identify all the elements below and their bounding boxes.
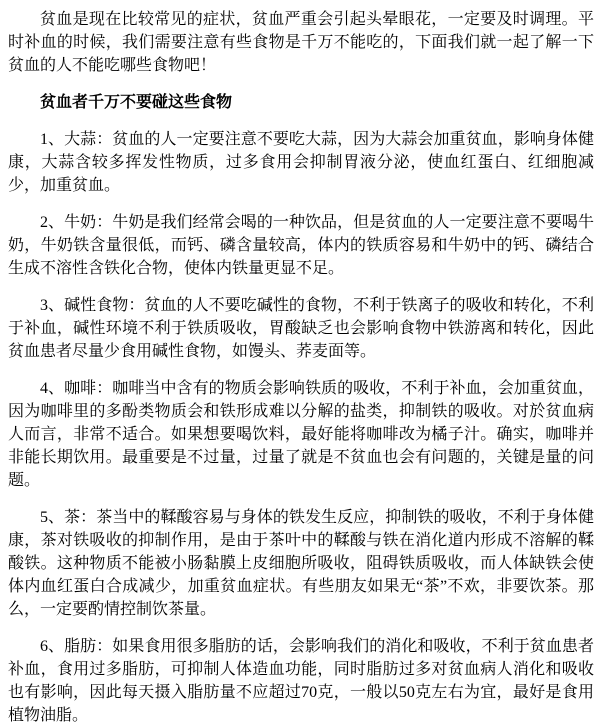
- food-item-garlic: 1、大蒜：贫血的人一定要注意不要吃大蒜，因为大蒜会加重贫血，影响身体健康，大蒜含较多挥发性物质，过多食用会抑制胃液分泌，使血红蛋白、红细胞减少，加重贫血。: [8, 131, 594, 194]
- section-heading: 贫血者千万不要碰这些食物: [40, 94, 233, 111]
- food-item-milk: 2、牛奶：牛奶是我们经常会喝的一种饮品，但是贫血的人一定要注意不要喝牛奶，牛奶铁含量很低，而钙、磷含量较高，体内的铁质容易和牛奶中的钙、磷结合生成不溶性含铁化合物，使体内铁量更显不足。: [8, 214, 594, 277]
- food-item-tea: 5、茶：茶当中的鞣酸容易与身体的铁发生反应，抑制铁的吸收，不利于身体健康，茶对铁吸收的抑制作用，是由于茶叶中的鞣酸与铁在消化道内形成不溶解的鞣酸铁。这种物质不能被小肠黏膜上皮细胞所吸收，阻碍铁质吸收，而人体缺铁会使体内血红蛋白合成减少，加重贫血症状。有些朋友如果无“茶”不欢，非要饮茶。那么，一定要酌情控制饮茶量。: [8, 509, 594, 618]
- food-item-fat: 6、脂肪：如果食用很多脂肪的话，会影响我们的消化和吸收，不利于贫血患者补血，食用过多脂肪，可抑制人体造血功能，同时脂肪过多对贫血病人消化和吸收也有影响，因此每天摄入脂肪量不应超过70克，一般以50克左右为宜，最好是食用植物油脂。: [8, 638, 594, 724]
- food-item-alkaline-food: 3、碱性食物：贫血的人不要吃碱性的食物，不利于铁离子的吸收和转化，不利于补血，碱性环境不利于铁质吸收，胃酸缺乏也会影响食物中铁游离和转化，因此贫血患者尽量少食用碱性食物，如馒头、荞麦面等。: [8, 297, 594, 360]
- food-item-coffee: 4、咖啡：咖啡当中含有的物质会影响铁质的吸收，不利于补血，会加重贫血，因为咖啡里的多酚类物质会和铁形成难以分解的盐类，抑制铁的吸收。对於贫血病人而言，非常不适合。如果想要喝饮料，最好能将咖啡改为橘子汁。确实，咖啡并非能长期饮用。最重要是不过量，过量了就是不贫血也会有问题的，关键是量的问题。: [8, 380, 594, 489]
- intro-paragraph: 贫血是现在比较常见的症状，贫血严重会引起头晕眼花，一定要及时调理。平时补血的时候，我们需要注意有些食物是千万不能吃的，下面我们就一起了解一下贫血的人不能吃哪些食物吧！: [8, 11, 594, 74]
